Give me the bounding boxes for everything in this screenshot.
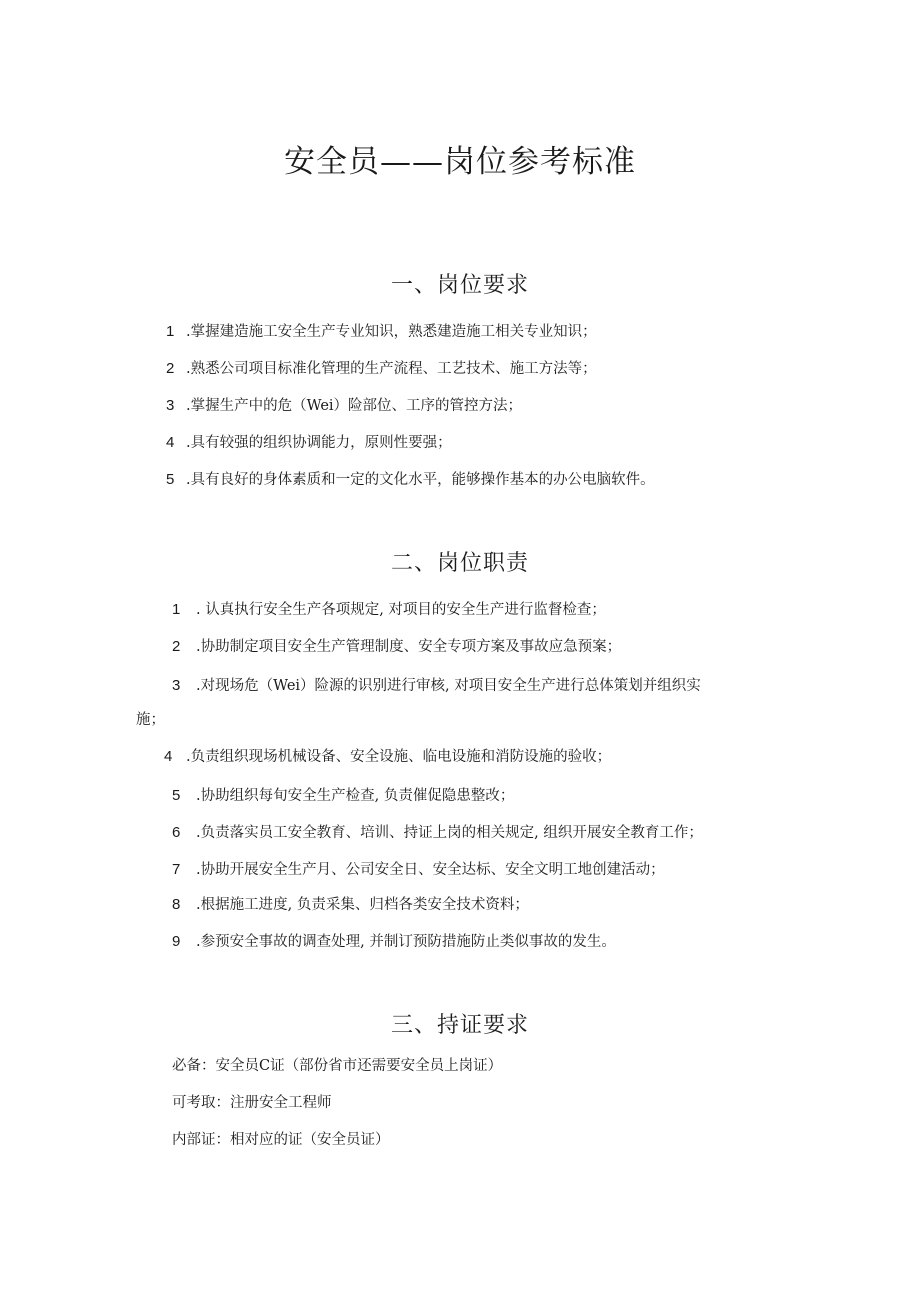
item-text: .根据施工进度, 负责采集、归档各类安全技术资料；	[196, 897, 529, 913]
list-item	[166, 433, 452, 453]
item-number: 7	[172, 861, 181, 878]
item-number: 3	[166, 397, 175, 414]
item-text: .协助制定项目安全生产管理制度、安全专项方案及事故应急预案；	[196, 639, 622, 655]
list-item	[172, 676, 701, 696]
list-item	[166, 359, 597, 379]
item-number: 9	[172, 933, 181, 950]
item-number: 1	[172, 601, 181, 618]
item-text: .负责落实员工安全教育、培训、持证上岗的相关规定, 组织开展安全教育工作；	[196, 825, 703, 841]
item-text: .负责组织现场机械设备、安全设施、临电设施和消防设施的验收；	[186, 749, 612, 765]
item-number: 5	[172, 787, 181, 804]
list-item	[172, 600, 606, 620]
list-item	[172, 823, 703, 843]
list-item	[172, 637, 621, 657]
item-number: 2	[166, 360, 175, 377]
list-item	[172, 932, 616, 952]
section-heading-certificates: 三、持证要求	[390, 1013, 529, 1038]
item-number: 1	[166, 323, 175, 340]
page-title: 安全员——岗位参考标准	[284, 144, 636, 180]
certificate-optional: 可考取：注册安全工程师	[172, 1095, 332, 1111]
list-item	[166, 396, 522, 416]
list-item	[166, 470, 655, 490]
list-item	[166, 322, 597, 342]
item-text: .协助组织每旬安全生产检查, 负责催促隐患整改；	[196, 788, 515, 804]
item-text: .协助开展安全生产月、公司安全日、安全达标、安全文明工地创建活动；	[196, 862, 665, 878]
item-text: .掌握建造施工安全生产专业知识，熟悉建造施工相关专业知识；	[186, 324, 597, 340]
list-item	[172, 786, 514, 806]
item-number: 6	[172, 824, 181, 841]
item-text: .参预安全事故的调查处理, 并制订预防措施防止类似事故的发生。	[196, 934, 616, 950]
item-number: 8	[172, 896, 181, 913]
item-text: .掌握生产中的危（Wei）险部位、工序的管控方法；	[186, 398, 523, 414]
item-number: 4	[166, 434, 175, 451]
section-heading-requirements: 一、岗位要求	[390, 273, 529, 298]
item-text: .具有良好的身体素质和一定的文化水平，能够操作基本的办公电脑软件。	[186, 472, 655, 488]
item-text: . 认真执行安全生产各项规定, 对项目的安全生产进行监督检查；	[196, 602, 606, 618]
item-number: 3	[172, 677, 181, 694]
item-number: 5	[166, 471, 175, 488]
item-number: 2	[172, 638, 181, 655]
certificate-required: 必备：安全员C证（部份省市还需要安全员上岗证）	[172, 1058, 503, 1074]
list-item	[164, 747, 611, 767]
item-number: 4	[164, 748, 173, 765]
item-text: .熟悉公司项目标准化管理的生产流程、工艺技术、施工方法等；	[186, 361, 597, 377]
section-heading-duties: 二、岗位职责	[390, 551, 529, 576]
certificate-internal: 内部证：相对应的证（安全员证）	[172, 1132, 390, 1148]
list-item	[172, 895, 529, 915]
list-item-continuation: 施；	[136, 712, 165, 728]
item-text: .具有较强的组织协调能力，原则性要强；	[186, 435, 452, 451]
item-text: .对现场危（Wei）险源的识别进行审核, 对项目安全生产进行总体策划并组织实	[196, 678, 701, 694]
list-item	[172, 860, 665, 880]
